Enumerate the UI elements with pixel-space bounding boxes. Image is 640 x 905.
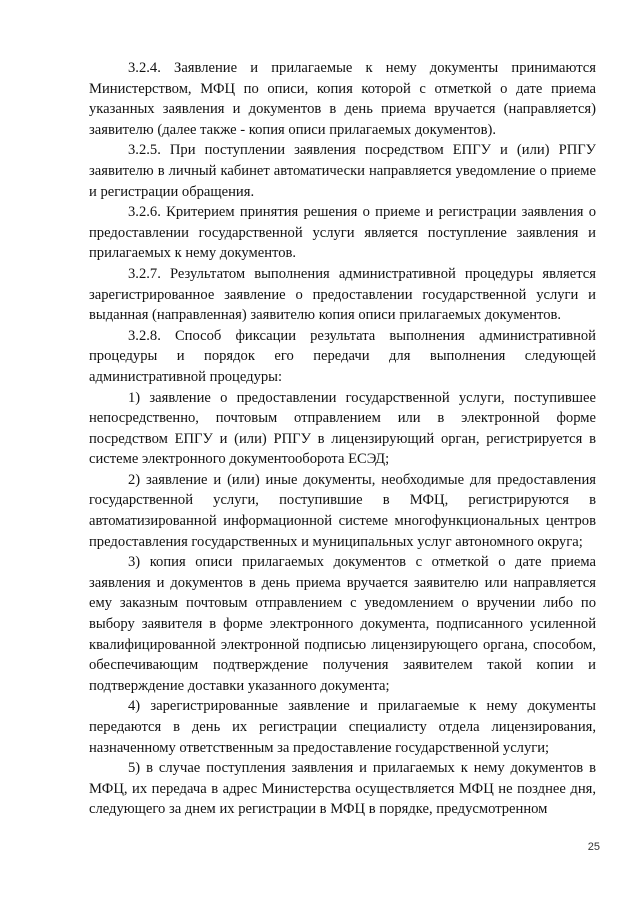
list-item-3: 3) копия описи прилагаемых документов с отметкой о дате приема заявления и документов в день приема вручается заявителю или направляется ему заказным почтовым отправлением с уведомлением о вручении либо по выбору заявителя в форме электронного документа, подписанного усиленной квалифицированной электронной подписью лицензирующего органа, способом, обеспечивающим подтверждение получения заявителем такой копии и подтверждение доставки указанного документа;: [89, 554, 596, 694]
document-body: [89, 58, 596, 820]
paragraph-3-2-4: 3.2.4. Заявление и прилагаемые к нему документы принимаются Министерством, МФЦ по описи, копия которой с отметкой о дате приема указанных заявления и документов в день приема вручается (направляется) заявителю (далее также - копия описи прилагаемых документов).: [89, 60, 596, 138]
list-item-4: 4) зарегистрированные заявление и прилагаемые к нему документы передаются в день их регистрации специалисту отдела лицензирования, назначенному ответственным за предоставление государственной услуги;: [89, 698, 596, 756]
paragraph-3-2-8: 3.2.8. Способ фиксации результата выполнения административной процедуры и порядок его передачи для выполнения следующей административной процедуры:: [89, 327, 596, 385]
page-number: 25: [587, 841, 600, 853]
paragraph-3-2-6: 3.2.6. Критерием принятия решения о приеме и регистрации заявления о предоставлении государственной услуги является поступление заявления и прилагаемых к нему документов.: [89, 204, 596, 262]
list-item-5: 5) в случае поступления заявления и прилагаемых к нему документов в МФЦ, их передача в адрес Министерства осуществляется МФЦ не позднее дня, следующего за днем их регистрации в МФЦ в порядке, предусмотренном: [89, 760, 596, 818]
paragraph-3-2-7: 3.2.7. Результатом выполнения административной процедуры является зарегистрированное заявление о предоставлении государственной услуги и выданная (направленная) заявителю копия описи прилагаемых документов.: [89, 265, 596, 324]
list-item-2: 2) заявление и (или) иные документы, необходимые для предоставления государственной услуги, поступившие в МФЦ, регистрируются в автоматизированной информационной системе многофункциональных центров предоставления государственных и муниципальных услуг автономного округа;: [89, 471, 596, 550]
list-item-1: 1) заявление о предоставлении государственной услуги, поступившее непосредственно, почтовым отправлением или в электронной форме посредством ЕПГУ и (или) РПГУ в лицензирующий орган, регистрируется в системе электронного документооборота ЕСЭД;: [89, 389, 596, 468]
paragraph-3-2-5: 3.2.5. При поступлении заявления посредством ЕПГУ и (или) РПГУ заявителю в личный кабинет автоматически направляется уведомление о приеме и регистрации обращения.: [89, 142, 596, 200]
